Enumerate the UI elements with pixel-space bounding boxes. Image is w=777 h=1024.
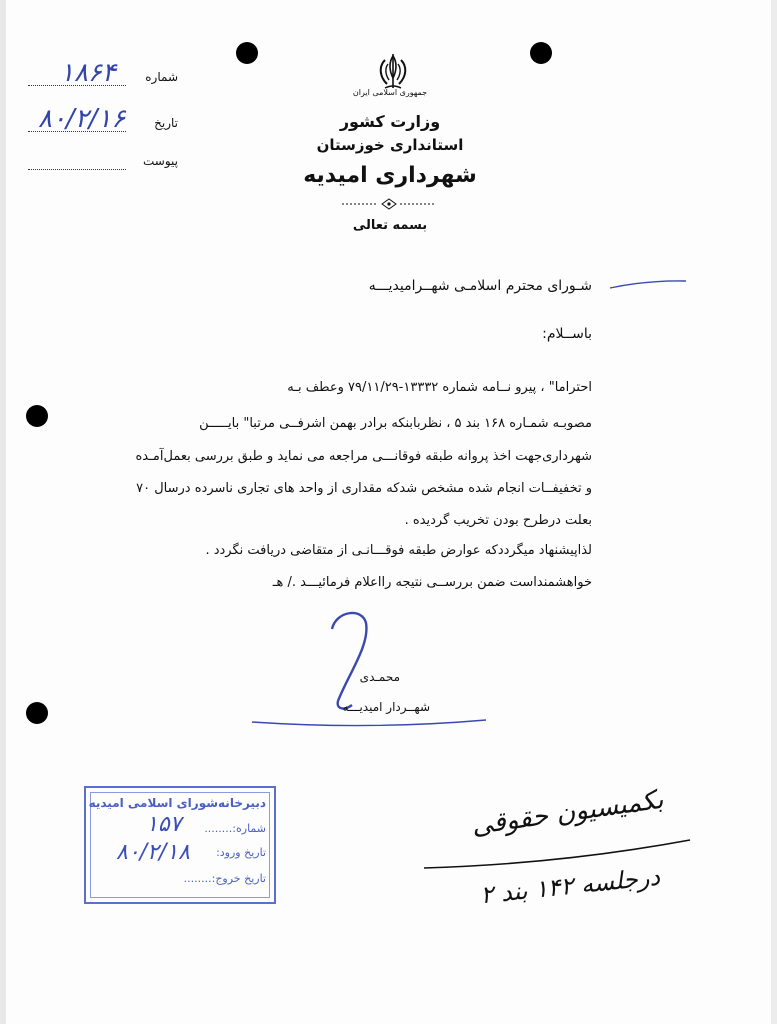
attachment-row: [28, 152, 178, 174]
date-label: تاریخ: [154, 116, 178, 130]
scan-edge-left: [0, 0, 6, 1024]
secretariat-stamp: [84, 786, 276, 904]
punch-hole-top-left: [236, 42, 258, 64]
stamp-title: دبیرخانه‌شورای اسلامی امیدیه: [88, 796, 266, 810]
greeting-line: باســلام:: [542, 326, 592, 342]
ministry-heading: وزارت کشور: [339, 112, 441, 131]
stamp-number-handwritten: ۱۵۷: [146, 812, 182, 837]
number-label: شماره: [145, 70, 178, 84]
signature-underline: [250, 708, 490, 728]
city-heading: شهرداری امیدیه: [303, 163, 477, 188]
attachment-dots: [28, 169, 126, 170]
punch-hole-low-left: [26, 702, 48, 724]
body-line-2: مصوبـه شمـاره ۱۶۸ بند ۵ ، نظربابنکه برادر بهمن اشرفــی مرتبا" بایـــــن: [199, 416, 592, 431]
body-line-6: لذاپیشنهاد میگرددکه عوارض طبقه فوقـــانـی از متقاضی دریافت نگردد .: [205, 543, 592, 558]
body-line-3: شهرداری‌جهت اخذ پروانه طبقه فوقانـــی مراجعه می نماید و طبق بررسی بعمل‌آمـده: [135, 449, 592, 464]
handwritten-note: [420, 780, 700, 930]
note-line-1: بکمیسیون حقوقی: [469, 784, 666, 842]
addressee-line: شـورای محترم اسلامـی شهــرامیدیـــه: [368, 278, 592, 294]
stamp-entry-label: تاریخ ورود:: [216, 846, 266, 859]
ornament-divider-icon: [342, 198, 436, 210]
body-line-5: بعلت درطرح بودن تخریب گردیده .: [404, 513, 592, 528]
body-line-4: و تخفیفــات انجام شده مشخص شدکه مقداری از واحد های تجاری ناسرده درسال ۷۰: [136, 481, 592, 496]
signer-name: محمـدی: [359, 670, 400, 684]
note-line-2: درجلسه ۱۴۲ بند ۲: [478, 862, 661, 910]
punch-hole-top-right: [530, 42, 552, 64]
body-line-7: خواهشمنداست ضمن بررســی نتیجه رااعلام فرمائیـــد ./ هـ: [272, 575, 592, 590]
invocation-heading: بسمه تعالی: [352, 218, 428, 233]
number-row: [28, 58, 178, 90]
emblem-caption: جمهوری اسلامی ایران: [352, 88, 428, 97]
addressee-handline: [608, 278, 688, 292]
scan-edge-right: [771, 0, 777, 1024]
date-handwritten: ۸۰/۲/۱۶: [38, 104, 126, 134]
date-row: [28, 104, 178, 136]
province-heading: استانداری خوزستان: [316, 136, 464, 154]
body-line-1: احتراما" ، پیرو نــامه شماره ۱۳۳۳۲-۷۹/۱۱/۲۹ وعطف بـه: [287, 380, 592, 395]
signature-scribble-icon: [318, 605, 378, 715]
signer-title: شهــردار امیدیـــه: [342, 700, 430, 714]
number-handwritten: ۱۸۶۴: [60, 58, 116, 88]
attachment-label: پیوست: [143, 154, 178, 168]
punch-hole-mid-left: [26, 405, 48, 427]
stamp-exit-label: تاریخ خروج:........: [183, 872, 266, 885]
stamp-entry-handwritten: ۸۰/۲/۱۸: [116, 840, 190, 865]
iran-emblem-icon: [373, 52, 413, 92]
stamp-number-label: شماره:........: [204, 822, 266, 835]
